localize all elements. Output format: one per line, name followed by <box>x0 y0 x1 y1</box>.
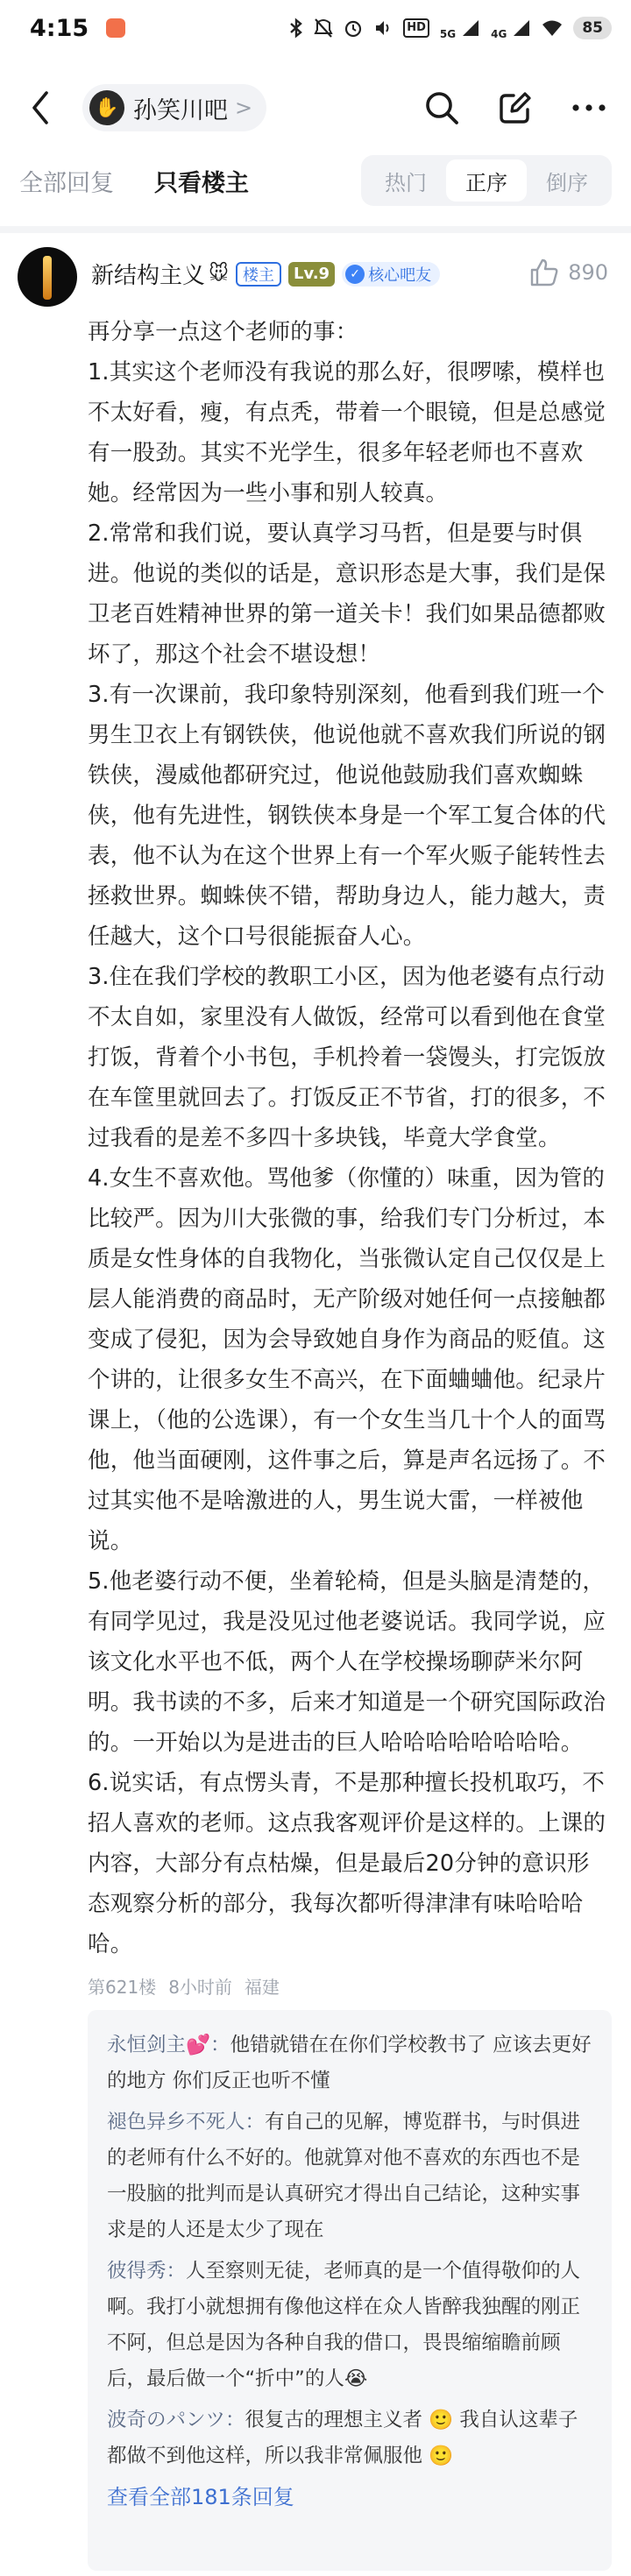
battery-indicator: 85 <box>573 17 612 39</box>
wifi-icon <box>542 18 563 38</box>
author-name[interactable]: 新结构主义 <box>91 263 206 289</box>
net-5g-label: 5G <box>439 28 457 40</box>
nav-actions <box>422 88 608 127</box>
net-4g-label: 4G <box>491 28 507 40</box>
forum-avatar: ✋ <box>89 90 124 125</box>
reply-item[interactable] <box>107 2254 592 2397</box>
search-icon[interactable] <box>422 88 461 127</box>
signal-icon <box>461 18 480 38</box>
reply-item[interactable] <box>107 2105 592 2248</box>
reply-text: 他错就错在在你们学校教书了 应该去更好的地方 你们反正也听不懂 <box>107 2034 592 2092</box>
top-nav <box>0 77 631 138</box>
silent-icon <box>314 18 333 39</box>
reply-text: 很复古的理想主义者 🙂 我自认这辈子都做不到他这样，所以我非常佩服他 🙂 <box>107 2409 578 2467</box>
forum-name: 孙笑川吧 <box>133 96 228 124</box>
post-paragraph: 2.常常和我们说，要认真学习马哲，但是要与时俱进。他说的类似的话是，意识形态是大事，我们是保卫老百姓精神世界的第一道关卡！我们如果品德都败坏了，那这个社会不堪设想！ <box>88 520 606 668</box>
back-icon[interactable] <box>23 86 58 130</box>
sort-hot[interactable]: 热门 <box>385 170 427 195</box>
reply-author[interactable]: 彼得秀： <box>107 2260 187 2282</box>
post-paragraph: 4.女生不喜欢他。骂他爹（你懂的）味重，因为管的比较严。因为川大张微的事，给我们专门分析过，本质是女性身体的自我物化，当张微认定自己仅仅是上层人能消费的商品时，无产阶级对她任何一点接触都变成了侵犯，因为会导致她自身作为商品的贬值。这个讲的，让很多女生不高兴，在下面蛐蛐他。纪录片课上，（他的公选课），有一个女生当几十个人的面骂他，他当面硬刚，这件事之后，算是声名远扬了。不过其实他不是啥激进的人，男生说大雷，一样被他说。 <box>88 1165 606 1554</box>
forum-pill[interactable] <box>82 84 266 131</box>
post-meta <box>88 1973 612 1999</box>
status-time: 4:15 <box>30 14 89 42</box>
volume-icon <box>373 18 393 39</box>
post-paragraph: 再分享一点这个老师的事： <box>88 319 358 345</box>
post-paragraph: 3.住在我们学校的教职工小区，因为他老婆有点行动不太自如，家里没有人做饭，经常可以看到他在食堂打饭，背着个小书包，手机拎着一袋馒头，打完饭放在车筐里就回去了。打饭反正不节省，打的很多，不过我看的是差不多四十多块钱，毕竟大学食堂。 <box>88 964 606 1151</box>
section-divider <box>0 226 631 233</box>
author-line <box>91 258 440 290</box>
sort-segmented-control <box>361 155 612 206</box>
signal-icon-2 <box>512 18 531 38</box>
post-time: 8小时前 <box>168 1977 232 1998</box>
reply-text: 人至察则无徒，老师真的是一个值得敬仰的人啊。我打小就想拥有像他这样在众人皆醉我独醒的刚正不阿，但总是因为各种自我的借口，畏畏缩缩瞻前顾后，最后做一个“折中”的人😭 <box>107 2260 581 2390</box>
tab-op-only[interactable]: 只看楼主 <box>154 169 249 197</box>
thumbs-up-icon <box>529 258 559 287</box>
tabs-row <box>0 154 631 207</box>
avatar[interactable] <box>18 247 77 307</box>
host-badge: 楼主 <box>236 262 281 287</box>
replies-box <box>88 2010 612 2571</box>
post-paragraph: 6.说实话，有点愣头青，不是那种擅长投机取巧，不招人喜欢的老师。这点我客观评价是这样的。上课的内容，大部分有点枯燥，但是最后20分钟的意识形态观察分析的部分，我每次都听得津津有味哈哈哈哈。 <box>88 1770 606 1957</box>
mouse-emoji-icon: 🐭 <box>209 263 229 285</box>
post-paragraph: 5.他老婆行动不便，坐着轮椅，但是头脑是清楚的，有同学见过，我是没见过他老婆说话。我同学说，应该文化水平也不低，两个人在学校操场聊萨米尔阿明。我书读的不多，后来才知道是一个研究国际政治的。一开始以为是进击的巨人哈哈哈哈哈哈哈哈。 <box>88 1568 606 1756</box>
post-paragraph: 3.有一次课前，我印象特别深刻，他看到我们班一个男生卫衣上有钢铁侠，他说他就不喜欢我们所说的钢铁侠，漫威他都研究过，他说他鼓励我们喜欢蜘蛛侠，他有先进性，钢铁侠本身是一个军工复合体的代表，他不认为在这个世界上有一个军火贩子能转性去拯救世界。蜘蛛侠不错，帮助身边人，能力越大，责任越大，这个口号很能振奋人心。 <box>88 682 606 950</box>
reply-author[interactable]: 永恒剑主💕： <box>107 2034 230 2056</box>
chevron-right-icon: > <box>235 96 253 120</box>
tab-all-replies[interactable]: 全部回复 <box>19 169 114 197</box>
status-bar <box>0 0 631 56</box>
sort-ascending[interactable]: 正序 <box>446 159 527 202</box>
status-icons <box>289 17 612 39</box>
view-all-replies-link[interactable]: 查看全部181条回复 <box>107 2485 294 2509</box>
reply-item[interactable] <box>107 2403 592 2474</box>
post-header <box>0 245 631 307</box>
post-body <box>88 312 612 1999</box>
hd-label: HD <box>403 18 429 38</box>
more-icon[interactable] <box>570 88 608 127</box>
floor-number: 第621楼 <box>88 1977 157 1998</box>
check-icon: ✓ <box>345 265 365 284</box>
post-paragraph: 1.其实这个老师没有我说的那么好，很啰嗦，模样也不太好看，瘦，有点秃，带着一个眼镜，但是总感觉有一股劲。其实不光学生，很多年轻老师也不喜欢她。经常因为一些小事和别人较真。 <box>88 359 606 506</box>
alarm-icon <box>344 18 363 39</box>
edit-icon[interactable] <box>496 88 535 127</box>
mail-app-icon <box>106 18 125 38</box>
reply-item[interactable] <box>107 2028 592 2099</box>
reply-text: 有自己的见解，博览群书，与时俱进的老师有什么不好的。他就算对他不喜欢的东西也不是一股脑的批判而是认真研究才得出自己结论，这种实事求是的人还是太少了现在 <box>107 2111 581 2241</box>
sort-descending[interactable]: 倒序 <box>546 170 588 195</box>
core-member-label: 核心吧友 <box>368 265 432 285</box>
reply-author[interactable]: 波奇のパンツ： <box>107 2409 245 2431</box>
post-location: 福建 <box>244 1977 280 1998</box>
bluetooth-icon <box>289 18 303 39</box>
reply-author[interactable]: 褪色异乡不死人： <box>107 2111 266 2134</box>
level-badge: Lv.9 <box>288 262 335 287</box>
core-member-badge <box>342 262 440 287</box>
like-count: 890 <box>568 260 608 285</box>
like-button[interactable] <box>529 258 608 287</box>
